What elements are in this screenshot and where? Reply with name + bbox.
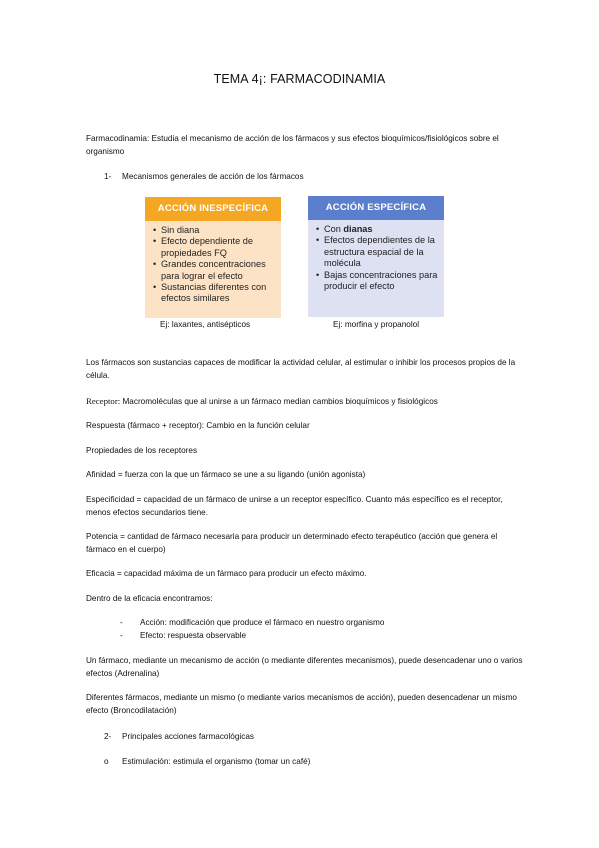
afinidad-paragraph: Afinidad = fuerza con la que un fármaco se une a su ligando (unión agonista) (86, 470, 366, 479)
respuesta-paragraph: Respuesta (fármaco + receptor): Cambio en la función celular (86, 421, 310, 430)
list-item: • Sustancias diferentes con efectos similares (153, 282, 277, 305)
accion-bullet: Acción: modificación que produce el fármaco en nuestro organismo (140, 618, 385, 627)
efecto-bullet: Efecto: respuesta observable (140, 631, 247, 640)
accion-inespecifica-list (145, 221, 281, 305)
accion-especifica-list (308, 220, 444, 292)
section-2-label: Principales acciones farmacológicas (122, 732, 254, 741)
page-title: TEMA 4¡: FARMACODINAMIA (213, 72, 386, 86)
receptor-paragraph (86, 395, 526, 409)
accion-inespecifica-box (145, 197, 281, 318)
especifica-caption: Ej: morfina y propanolol (333, 320, 420, 329)
eficacia-paragraph: Eficacia = capacidad máxima de un fármaco para producir un efecto máximo. (86, 569, 367, 578)
list-item: • Grandes concentraciones para lograr el efecto (153, 259, 277, 282)
list-item: • Sin diana (153, 225, 277, 236)
section-2-heading (104, 732, 254, 741)
diferentes-paragraph: Diferentes fármacos, mediante un mismo (o mediante varios mecanismos de acción), pueden desencadenar un mismo efecto (Broncodilatación) (86, 693, 517, 715)
receptor-text: Macromoléculas que al unirse a un fármaco median cambios bioquímicos y fisiológicos (120, 397, 438, 406)
section-1-heading (104, 172, 304, 181)
list-item (104, 757, 310, 766)
especificidad-paragraph: Especificidad = capacidad de un fármaco de unirse a un receptor específico. Cuanto más específico es el receptor, menos efectos secundarios tiene. (86, 495, 503, 517)
section-1-label: Mecanismos generales de acción de los fármacos (122, 172, 304, 181)
accion-especifica-title: ACCIÓN ESPECÍFICA (308, 196, 444, 220)
accion-especifica-box (308, 196, 444, 317)
farmacos-paragraph: Los fármacos son sustancias capaces de modificar la actividad celular, al estimular o inhibir los procesos propios de la célula. (86, 358, 516, 380)
list-item: - Acción: modificación que produce el fármaco en nuestro organismo (120, 618, 385, 627)
propiedades-heading: Propiedades de los receptores (86, 446, 198, 455)
list-item: • Efecto dependiente de propiedades FQ (153, 236, 277, 259)
inespecifica-caption: Ej: laxantes, antisépticos (160, 320, 251, 329)
section-2-number: 2- (104, 732, 112, 741)
list-item (316, 224, 440, 235)
potencia-paragraph: Potencia = cantidad de fármaco necesaria para producir un determinado efecto terapéutico (acción que genera el fármaco en el cuerpo) (86, 532, 498, 554)
dentro-paragraph: Dentro de la eficacia encontramos: (86, 594, 213, 603)
list-item: • Efectos dependientes de la estructura espacial de la molécula (316, 235, 440, 269)
accion-inespecifica-title: ACCIÓN INESPECÍFICA (145, 197, 281, 221)
list-item: - Efecto: respuesta observable (120, 631, 247, 640)
estimulacion-item: Estimulación: estimula el organismo (tomar un café) (122, 757, 311, 766)
list-item: • Bajas concentraciones para producir el efecto (316, 270, 440, 293)
section-1-number: 1- (104, 172, 112, 181)
item-bold: dianas (343, 224, 373, 234)
unfarmaco-paragraph: Un fármaco, mediante un mecanismo de acción (o mediante diferentes mecanismos), puede desencadenar uno o varios efectos (Adrenalina) (86, 656, 523, 678)
receptor-label: Receptor: (86, 396, 121, 406)
intro-paragraph: Farmacodinamia: Estudia el mecanismo de acción de los fármacos y sus efectos bioquímicos/fisiológicos sobre el organismo (86, 134, 499, 156)
circle-marker: o (104, 757, 109, 766)
item-prefix: Con (324, 224, 344, 234)
